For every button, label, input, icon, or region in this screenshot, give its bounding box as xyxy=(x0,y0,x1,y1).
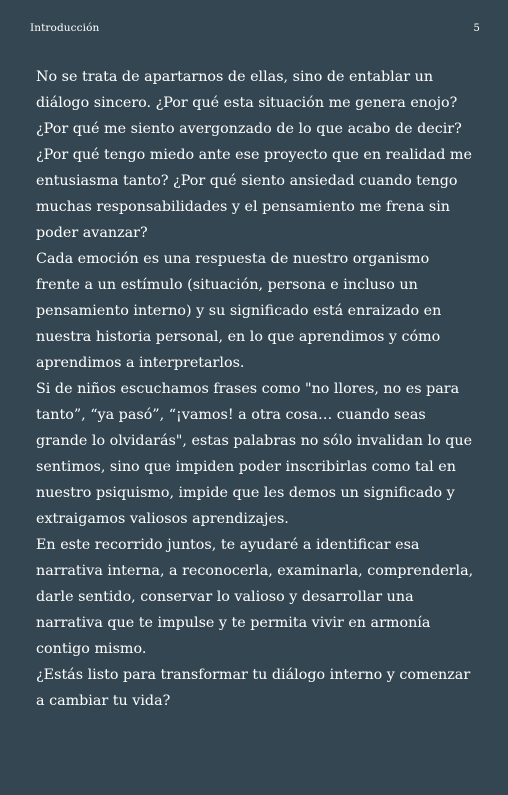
chapter-title: Introducción xyxy=(30,22,100,34)
paragraph: En este recorrido juntos, te ayudaré a identificar esa narrativa interna, a reconocerla, examinarla, comprenderla, darle sentido, conservar lo valioso y desarrollar una narrativa que te impulse y te permita vivir en armonía contigo mismo. xyxy=(36,537,474,657)
page-number: 5 xyxy=(473,23,480,34)
paragraph: Cada emoción es una respuesta de nuestro organismo frente a un estímulo (situación, persona e incluso un pensamiento interno) y su significado está enraizado en nuestra historia personal, en lo que aprendimos y cómo aprendimos a interpretarlos. xyxy=(36,251,442,371)
page-header xyxy=(30,22,480,38)
paragraph: Si de niños escuchamos frases como "no llores, no es para tanto”, “ya pasó”, “¡vamos! a otra cosa… cuando seas grande lo olvidarás", estas palabras no sólo invalidan lo que sentimos, sino que impiden poder inscribirlas como tal en nuestro psiquismo, impide que les demos un significado y extraigamos valiosos aprendizajes. xyxy=(36,381,473,527)
paragraph: ¿Estás listo para transformar tu diálogo interno y comenzar a cambiar tu vida? xyxy=(36,667,471,709)
paragraph: No se trata de apartarnos de ellas, sino de entablar un diálogo sincero. ¿Por qué esta situación me genera enojo? ¿Por qué me siento avergonzado de lo que acabo de decir? ¿Por qué tengo miedo ante ese proyecto que en realidad me entusiasma tanto? ¿Por qué siento ansiedad cuando tengo muchas responsabilidades y el pensamiento me frena sin poder avanzar? xyxy=(36,69,472,241)
body-text xyxy=(36,64,476,714)
